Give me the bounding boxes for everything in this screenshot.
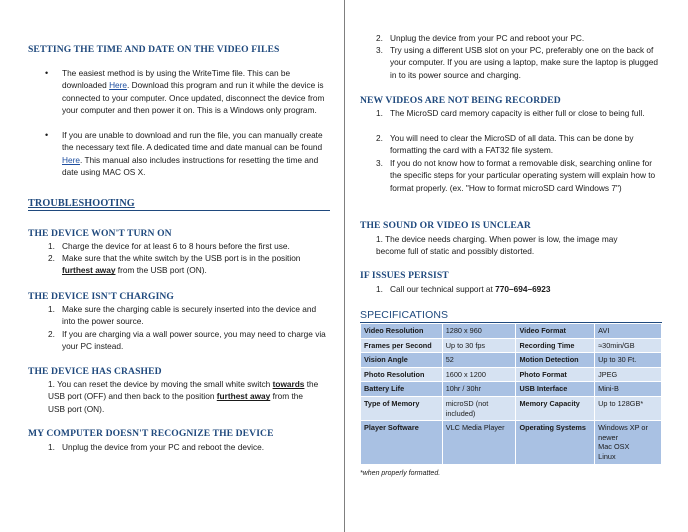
spec-label: Video Resolution [361,324,443,339]
issues-persist-heading: IF ISSUES PERSIST [360,270,449,281]
setting-time-heading: SETTING THE TIME AND DATE ON THE VIDEO FILES [28,44,280,55]
spec-label: Video Format [516,324,595,339]
specifications-table [360,323,662,465]
list-item: Unplug the device from your PC and reboot the device. [62,442,265,452]
spec-row [361,396,662,420]
list-item: If you are charging via a wall power source, you may need to charge via your PC instead. [62,329,326,352]
spec-row [361,367,662,382]
spec-value: Windows XP or newer Mac OSX Linux [595,421,662,464]
specs-footnote: *when properly formatted. [360,470,441,477]
spec-value: Mini-B [595,382,662,397]
spec-value: JPEG [595,367,662,382]
list-item: If you do not know how to format a removable disk, searching online for the specific steps for your particular operating system will explain how to format properly. (ex. "How to format microSD card Windows 7") [390,158,656,193]
spec-label: Photo Resolution [361,367,443,382]
sound-video-heading: THE SOUND OR VIDEO IS UNCLEAR [360,220,531,231]
spec-row [361,421,662,464]
bullet-icon: • [45,68,49,78]
list-item: Charge the device for at least 6 to 8 hours before the first use. [62,241,290,251]
spec-value: 1280 x 960 [442,324,516,339]
spec-value: 1600 x 1200 [442,367,516,382]
spec-label: Frames per Second [361,338,443,353]
not-recognize-heading: MY COMPUTER DOESN'T RECOGNIZE THE DEVICE [28,428,274,439]
spec-value: Up to 128GB* [595,396,662,420]
list-item: Try using a different USB slot on your PC, preferably one on the back of your computer. If you are using a laptop, make sure the laptop is plugged in to its power source and charging. [390,45,658,80]
spec-row [361,382,662,397]
spec-value: 52 [442,353,516,368]
list-item: 1. The device needs charging. When power is low, the image may become full of static and possibly distorted. [376,234,618,257]
spec-label: Motion Detection [516,353,595,368]
not-charging-heading: THE DEVICE ISN'T CHARGING [28,291,174,302]
spec-label: Type of Memory [361,396,443,420]
spec-label: Operating Systems [516,421,595,464]
troubleshooting-heading: TROUBLESHOOTING [28,198,135,209]
new-videos-heading: NEW VIDEOS ARE NOT BEING RECORDED [360,95,561,106]
spec-value: ≈30min/GB [595,338,662,353]
list-item: Make sure that the white switch by the USB port is in the position furthest away from the USB port (ON). [62,253,301,276]
spec-value: microSD (not included) [442,396,516,420]
spec-value: VLC Media Player [442,421,516,464]
spec-label: Recording Time [516,338,595,353]
bullet-icon: • [45,130,49,140]
spec-label: USB Interface [516,382,595,397]
spec-label: Vision Angle [361,353,443,368]
spec-row [361,338,662,353]
spec-row [361,353,662,368]
manual-download-link[interactable]: Here [62,154,80,165]
spec-row [361,324,662,339]
bullet-writetime: The easiest method is by using the WriteTime file. This can be downloaded Here. Download this program and run it while the device is connected to your computer. Once updated, disconnect the device from your computer and then power it on. This is a Windows only program. [62,68,325,116]
wont-turn-on-heading: THE DEVICE WON'T TURN ON [28,228,172,239]
crashed-heading: THE DEVICE HAS CRASHED [28,366,162,377]
bullet-manual: If you are unable to download and run the file, you can manually create the necessary text file. A dedicated time and date manual can be found Here. This manual also includes instructions for resetting the time and date using MAC OS X. [62,130,323,178]
spec-label: Memory Capacity [516,396,595,420]
list-item: Make sure the charging cable is securely inserted into the device and into the power source. [62,304,317,327]
spec-value: AVI [595,324,662,339]
heading-rule [28,210,330,211]
support-phone: 770–694–6923 [495,284,551,294]
list-item: The MicroSD card memory capacity is either full or close to being full. [390,108,645,118]
spec-value: Up to 30 Ft. [595,353,662,368]
spec-label: Player Software [361,421,443,464]
specifications-heading: SPECIFICATIONS [360,309,449,321]
list-item: You will need to clear the MicroSD of all data. This can be done by formatting the card with a FAT32 file system. [390,133,634,156]
list-item: Call our technical support at 770–694–6923 [390,284,551,294]
spec-value: 10hr / 30hr [442,382,516,397]
column-divider [344,0,345,532]
writetime-download-link[interactable]: Here [109,80,128,91]
spec-label: Photo Format [516,367,595,382]
spec-label: Battery Life [361,382,443,397]
spec-value: Up to 30 fps [442,338,516,353]
list-item: 1. You can reset the device by moving the small white switch towards the USB port (OFF) and then back to the position furthest away from the USB port (ON). [48,379,319,414]
list-item: Unplug the device from your PC and reboot your PC. [390,33,585,43]
